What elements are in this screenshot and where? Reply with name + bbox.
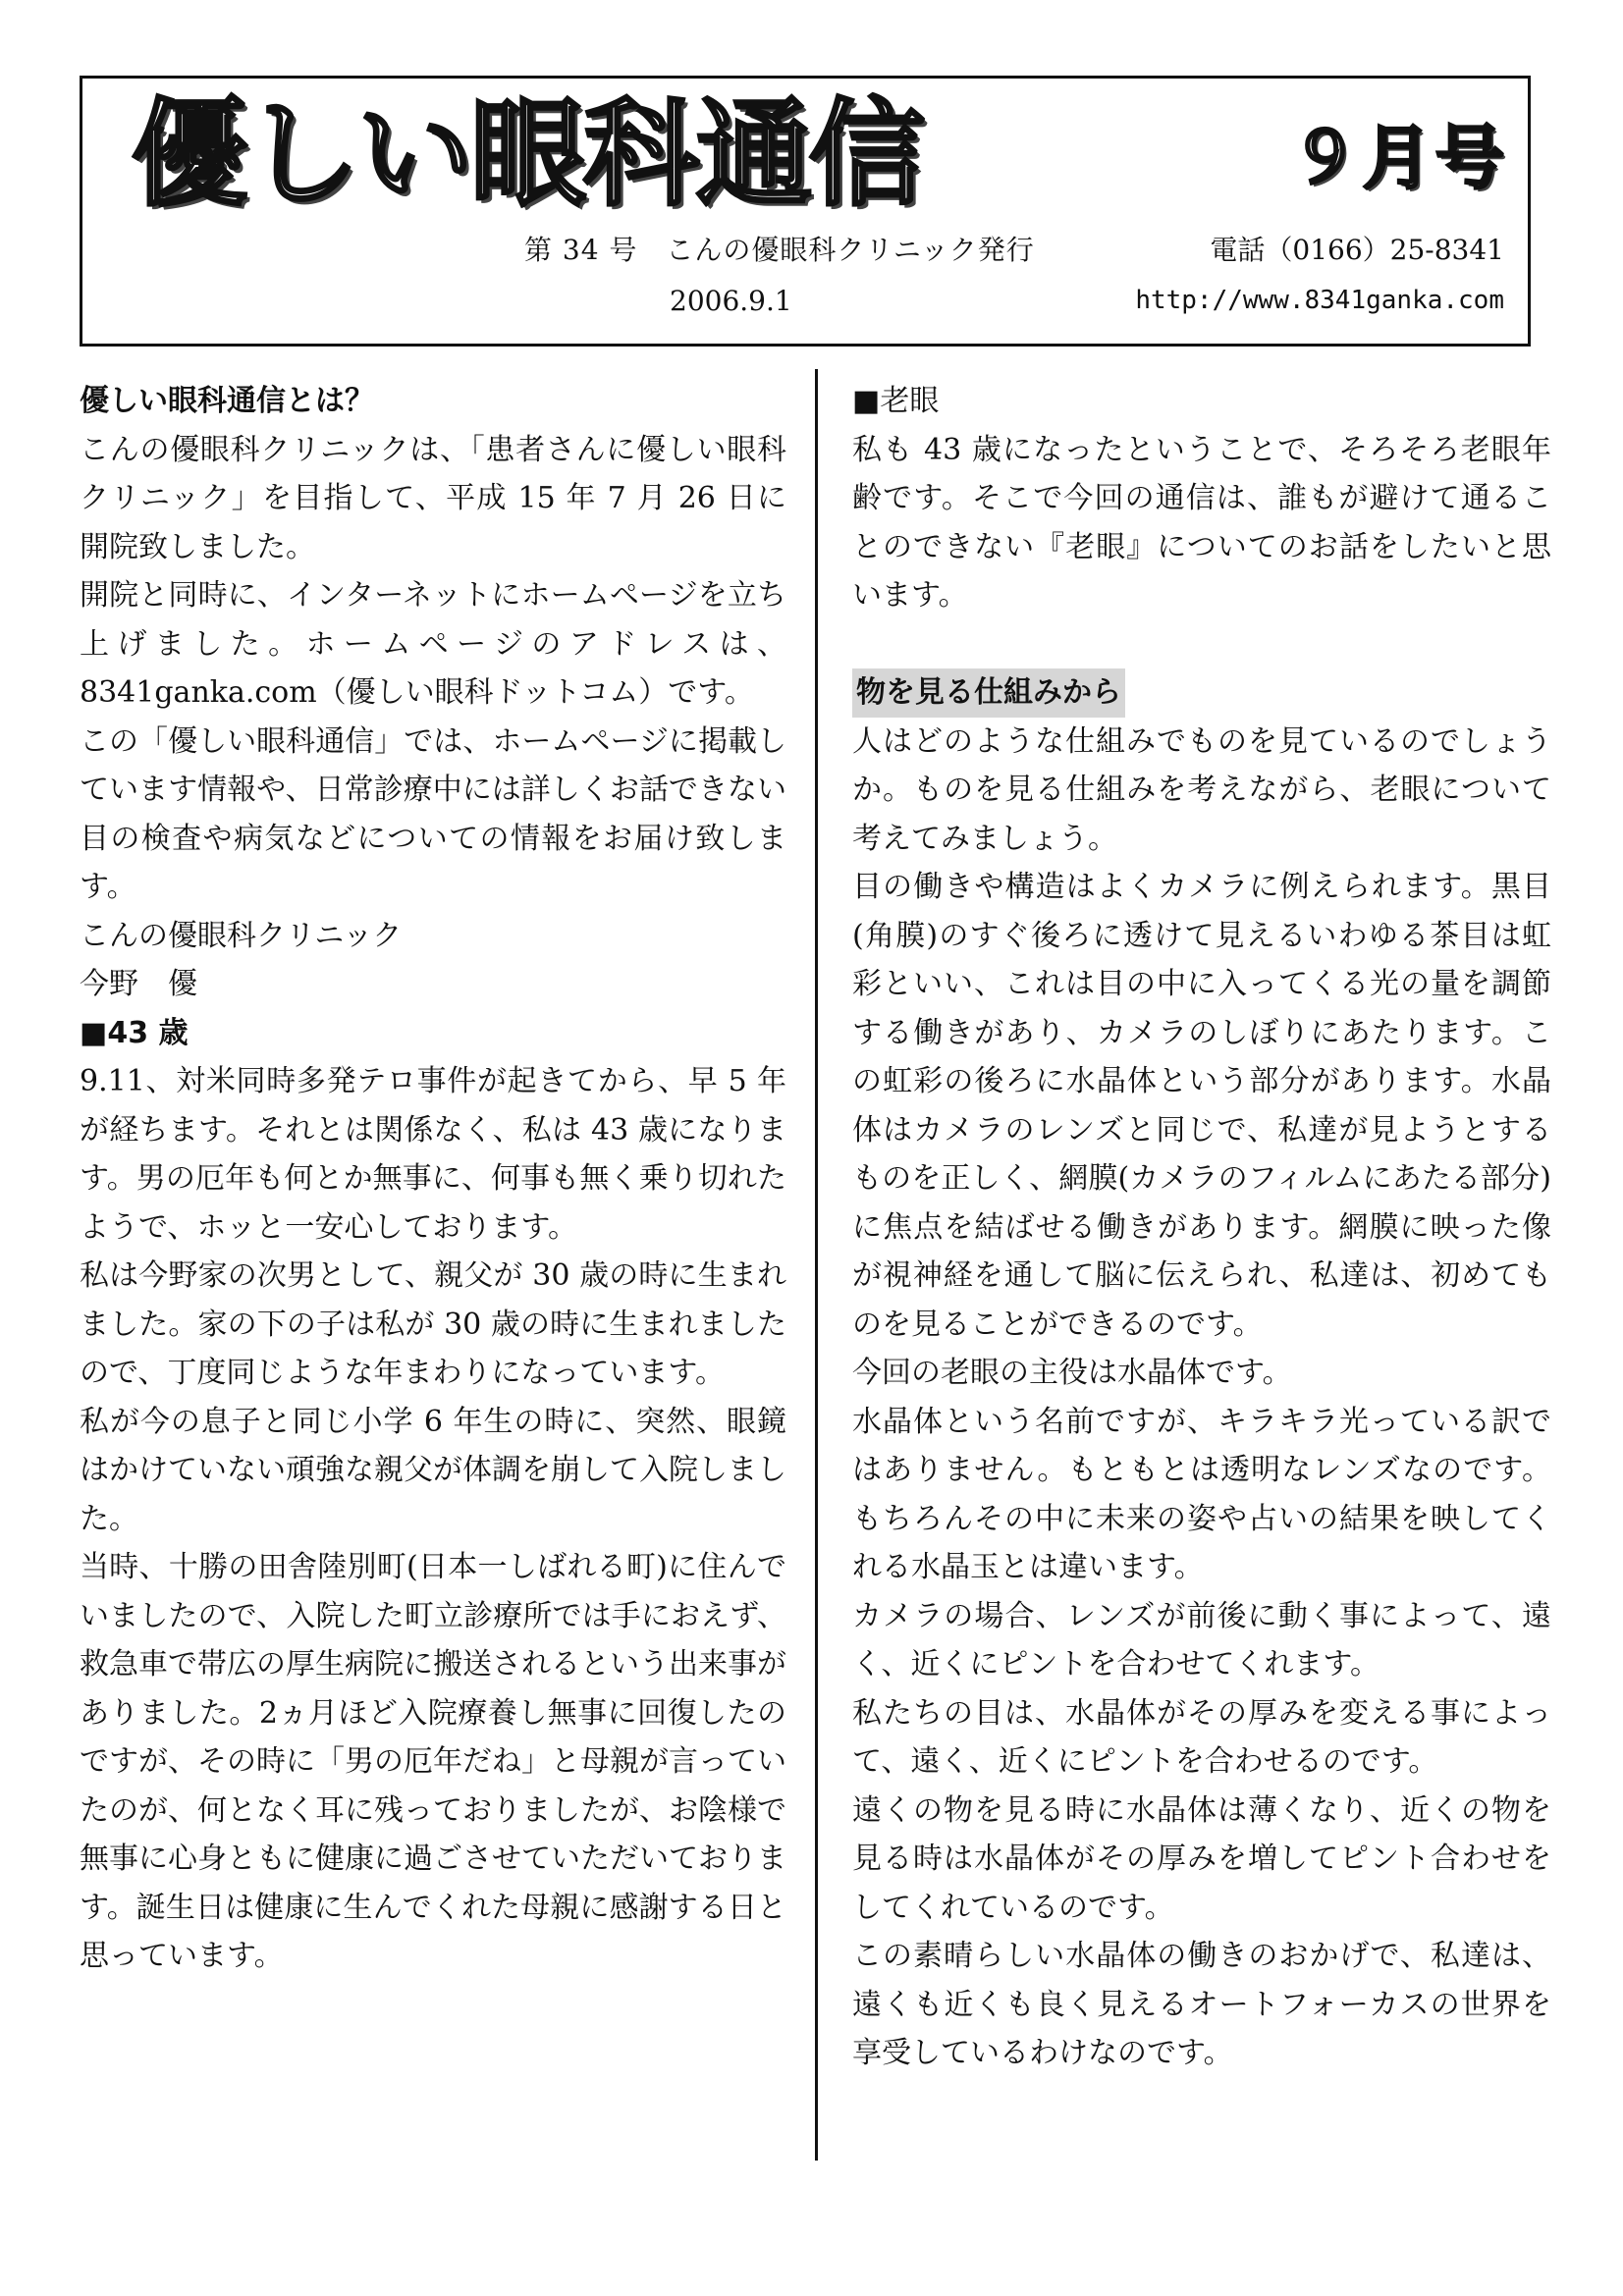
presbyopia-heading: ■老眼 — [852, 384, 940, 418]
mechanism-paragraph: 今回の老眼の主役は水晶体です。 — [852, 1356, 1292, 1390]
newsletter-header — [80, 76, 1531, 347]
intro-section — [80, 377, 786, 1009]
column-divider — [815, 369, 818, 2161]
mechanism-paragraph: カメラの場合、レンズが前後に動く事によって、遠く、近くにピントを合わせてくれます。 — [852, 1598, 1551, 1682]
publication-date: 2006.9.1 — [670, 285, 792, 317]
age-43-heading: ■43 歳 — [80, 1015, 189, 1050]
mechanism-paragraph: 水晶体という名前ですが、キラキラ光っている訳ではありません。もともとは透明なレンズなのです。もちろんその中に未来の姿や占いの結果を映してくれる水晶玉とは違います。 — [852, 1404, 1551, 1584]
mechanism-paragraph: 遠くの物を見る時に水晶体は薄くなり、近くの物を見る時は水晶体がその厚みを増してピント合わせをしてくれているのです。 — [852, 1792, 1551, 1925]
age-43-paragraph: 私が今の息子と同じ小学 6 年生の時に、突然、眼鏡はかけていない頑強な親父が体調を崩して入院しました。 — [80, 1404, 786, 1536]
mechanism-section — [852, 668, 1551, 2078]
age-43-paragraph: 9.11、対米同時多発テロ事件が起きてから、早 5 年が経ちます。それとは関係なく、私は 43 歳になります。男の厄年も何とか無事に、何事も無く乗り切れたようで、ホッと一安心しております。 — [80, 1064, 786, 1245]
signature-clinic: こんの優眼科クリニック — [80, 918, 403, 953]
website-url: http://www.8341ganka.com — [1135, 286, 1504, 315]
issue-month: ９月号 — [1290, 118, 1508, 198]
age-43-paragraph: 当時、十勝の田舎陸別町(日本一しばれる町)に住んでいましたので、入院した町立診療所では手におえず、救急車で帯広の厚生病院に搬送されるという出来事がありました。2ヵ月ほど入院療養し無事に回復したのですが、その時に「男の厄年だね」と母親が言っていたのが、何となく耳に残っておりましたが、お陰様で無事に心身ともに健康に過ごさせていただいております。誕生日は健康に生んでくれた母親に感謝する日と思っています。 — [80, 1550, 786, 1973]
mechanism-paragraph: 目の働きや構造はよくカメラに例えられます。黒目(角膜)のすぐ後ろに透けて見えるいわゆる茶目は虹彩といい、これは目の中に入ってくる光の量を調節する働きがあり、カメラのしぼりにあたります。この虹彩の後ろに水晶体という部分があります。水晶体はカメラのレンズと同じで、私達が見ようとするものを正しく、網膜(カメラのフィルムにあたる部分)に焦点を結ばせる働きがあります。網膜に映った像が視神経を通して脳に伝えられ、私達は、初めてものを見ることができるのです。 — [852, 870, 1551, 1342]
left-column — [80, 377, 786, 1981]
intro-heading: 優しい眼科通信とは？ — [80, 384, 374, 418]
intro-paragraph: この「優しい眼科通信」では、ホームページに掲載しています情報や、日常診療中には詳しくお話できない目の検査や病気などについての情報をお届け致します。 — [80, 723, 786, 904]
right-column — [852, 377, 1551, 2078]
mechanism-paragraph: 人はどのような仕組みでものを見ているのでしょうか。ものを見る仕組みを考えながら、老眼について考えてみましょう。 — [852, 723, 1551, 856]
presbyopia-section — [852, 377, 1551, 620]
presbyopia-paragraph: 私も 43 歳になったということで、そろそろ老眼年齢です。そこで今回の通信は、誰もが避けて通ることのできない『老眼』についてのお話をしたいと思います。 — [852, 432, 1551, 613]
issue-number: 第 34 号 こんの優眼科クリニック発行 — [524, 234, 1035, 266]
phone-number: 電話（0166）25-8341 — [1210, 234, 1504, 266]
age-43-paragraph: 私は今野家の次男として、親父が 30 歳の時に生まれました。家の下の子は私が 30 歳の時に生まれましたので、丁度同じような年まわりになっています。 — [80, 1258, 786, 1390]
signature-name: 今野 優 — [80, 967, 197, 1001]
intro-paragraph: 開院と同時に、インターネットにホームページを立ち上げました。ホームページのアドレスは、8341ganka.com（優しい眼科ドットコム）です。 — [80, 578, 786, 710]
newsletter-title: 優しい眼科通信 — [132, 86, 923, 222]
intro-paragraph: こんの優眼科クリニックは、「患者さんに優しい眼科クリニック」を目指して、平成 15 年 7 月 26 日に開院致しました。 — [80, 432, 786, 564]
mechanism-heading: 物を見る仕組みから — [852, 668, 1125, 718]
age-43-section — [80, 1009, 786, 1981]
mechanism-paragraph: この素晴らしい水晶体の働きのおかげで、私達は、遠くも近くも良く見えるオートフォーカスの世界を享受しているわけなのです。 — [852, 1939, 1551, 2070]
mechanism-paragraph: 私たちの目は、水晶体がその厚みを変える事によって、遠く、近くにピントを合わせるのです。 — [852, 1695, 1551, 1779]
section-spacer — [852, 620, 1551, 669]
